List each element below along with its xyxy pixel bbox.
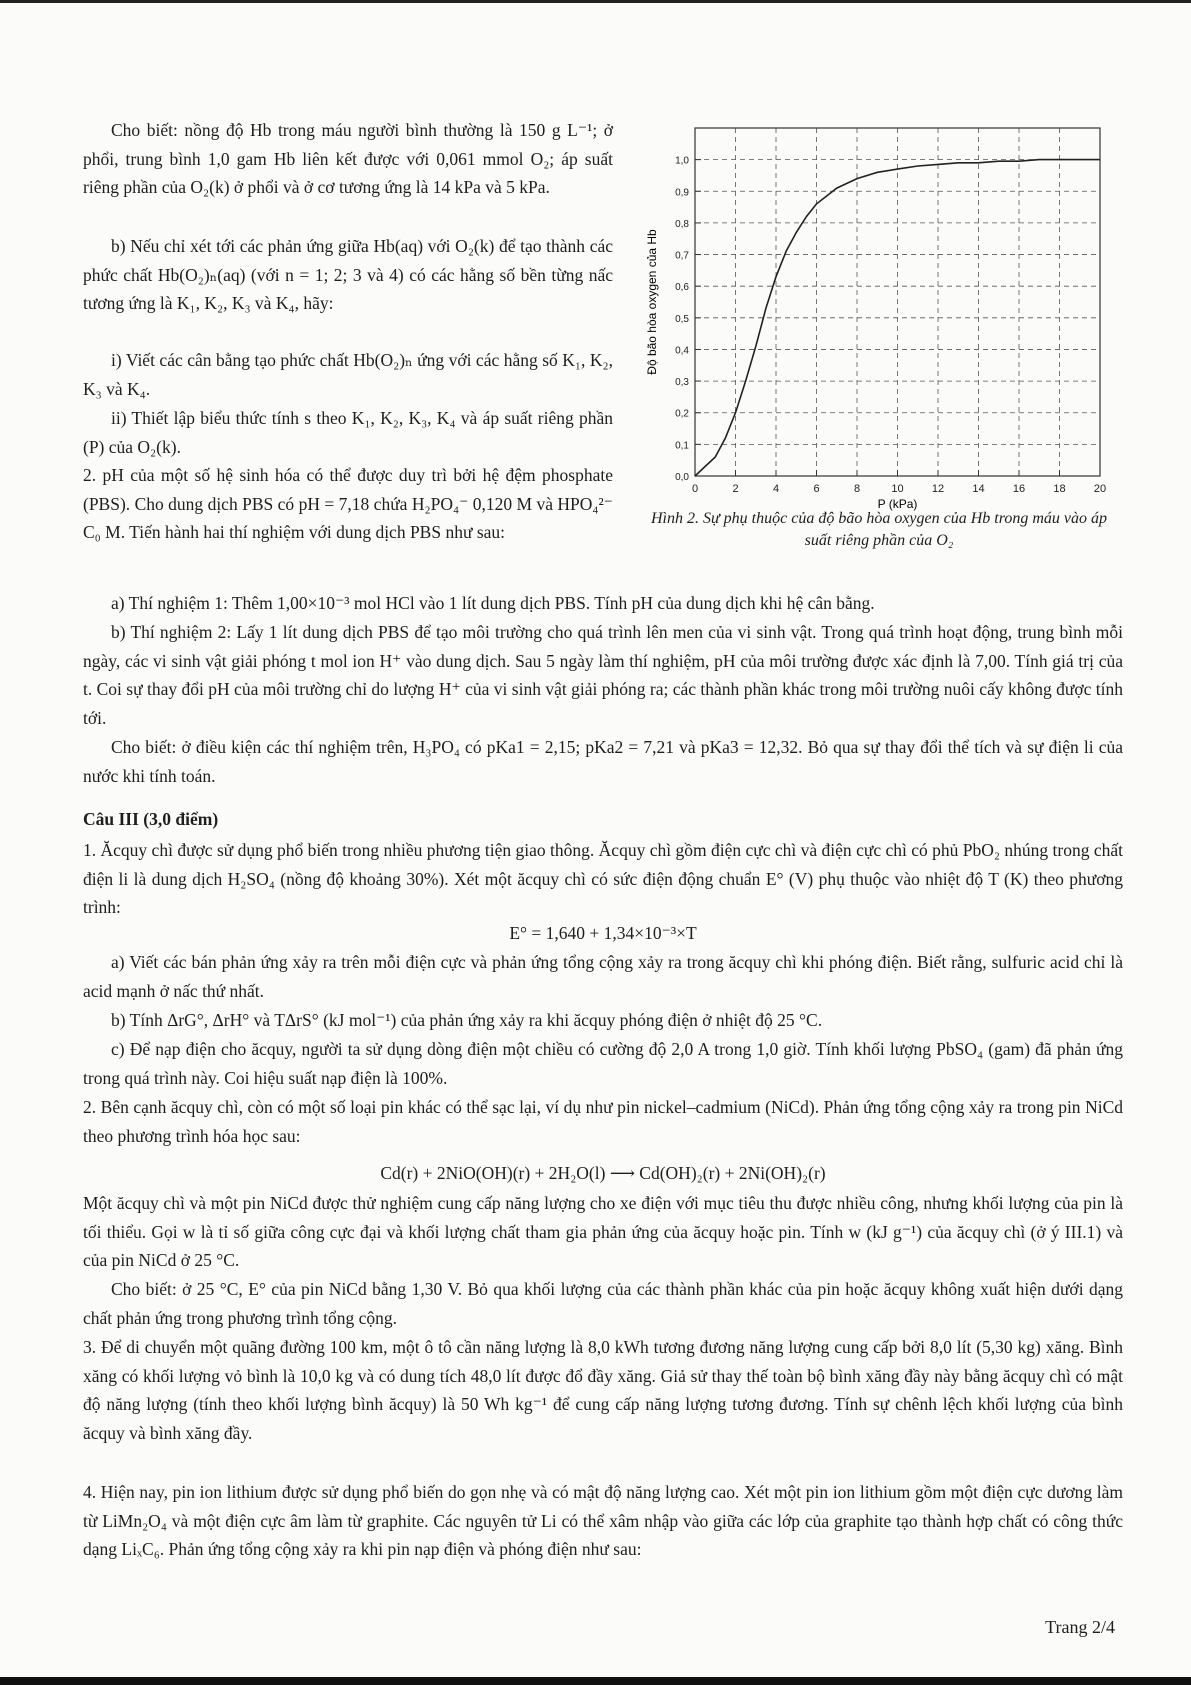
question-2-paragraph: 2. pH của một số hệ sinh hóa có thể được duy trì bởi hệ đệm phosphate (PBS). Cho dung dịch PBS có pH = 7,18 chứa H₂PO₄⁻ 0,120 M và HPO₄²⁻ C₀ M. Tiến hành hai thí nghiệm với dung dịch PBS như sau: <box>83 465 613 542</box>
top-border <box>0 0 1191 3</box>
given-nicd-paragraph: Cho biết: ở 25 °C, E° của pin NiCd bằng 1,30 V. Bỏ qua khối lượng của các thành phần khác của pin hoặc ăcquy không xuất hiện dưới dạng chất phản ứng trong phương trình tổng cộng. <box>83 1279 1123 1328</box>
given-data-paragraph: Cho biết: nồng độ Hb trong máu người bình thường là 150 g L⁻¹; ở phổi, trung bình 1,0 gam Hb liên kết được với 0,061 mmol O₂; áp suất riêng phần của O₂(k) ở phổi và ở cơ tương ứng là 14 kPa và 5 kPa. <box>83 120 613 197</box>
chart-grid <box>695 128 1100 476</box>
x-tick-label: 12 <box>931 483 945 495</box>
x-tick-label: 4 <box>772 483 780 495</box>
y-tick-label: 0,4 <box>675 345 689 357</box>
x-tick-label: 0 <box>691 483 699 495</box>
y-tick-label: 0,6 <box>675 282 689 294</box>
question-iii-1b-paragraph: b) Tính ΔrG°, ΔrH° và TΔrS° (kJ mol⁻¹) của phản ứng xảy ra khi ăcquy phóng điện ở nhiệt độ 25 °C. <box>111 1010 823 1030</box>
question-b-ii-paragraph: ii) Thiết lập biểu thức tính s theo K₁, K₂, K₃, K₄ và áp suất riêng phần (P) của O₂(k). <box>83 408 613 457</box>
x-tick-label: 14 <box>972 483 985 495</box>
experiment-2-paragraph: b) Thí nghiệm 2: Lấy 1 lít dung dịch PBS để tạo môi trường cho quá trình lên men của vi sinh vật. Trong quá trình hoạt động, trung bình mỗi ngày, các vi sinh vật giải phóng t mol ion H⁺ vào dung dịch. Sau 5 ngày làm thí nghiệm, pH của môi trường được xác định là 7,00. Tính giá trị của t. Coi sự thay đổi pH của môi trường chỉ do lượng H⁺ của vi sinh vật giải phóng ra; các thành phần khác trong môi trường nuôi cấy không được tính tới. <box>83 622 1123 728</box>
x-tick-label: 6 <box>813 483 820 495</box>
x-axis-label: P (kPa) <box>877 497 918 511</box>
hb-saturation-chart <box>640 118 1118 568</box>
section-heading-cau-iii: Câu III (3,0 điểm) <box>83 809 219 829</box>
x-tick-label: 16 <box>1012 483 1026 495</box>
experiment-1-paragraph: a) Thí nghiệm 1: Thêm 1,00×10⁻³ mol HCl vào 1 lít dung dịch PBS. Tính pH của dung dịch khi hệ cân bằng. <box>111 593 875 613</box>
x-tick-label: 10 <box>891 483 904 495</box>
y-tick-label: 0,0 <box>675 472 689 483</box>
y-tick-label: 0,3 <box>675 377 689 389</box>
y-tick-label: 0,7 <box>675 250 689 262</box>
x-tick-label: 8 <box>853 483 861 495</box>
question-b-i-paragraph: i) Viết các cân bằng tạo phức chất Hb(O₂)ₙ ứng với các hằng số K₁, K₂, K₃ và K₄. <box>83 350 613 399</box>
x-tick-label: 2 <box>732 483 739 495</box>
y-axis-label: Độ bão hòa oxygen của Hb <box>645 229 659 375</box>
y-tick-label: 0,8 <box>675 218 689 230</box>
y-tick-label: 0,9 <box>675 187 689 199</box>
y-tick-label: 0,5 <box>675 313 689 325</box>
bottom-border <box>0 1677 1191 1685</box>
y-tick-label: 0,2 <box>675 408 689 420</box>
page-number: Trang 2/4 <box>1045 1617 1115 1637</box>
nicd-reaction-equation: Cd(r) + 2NiO(OH)(r) + 2H₂O(l) ⟶ Cd(OH)₂(r) + 2Ni(OH)₂(r) <box>380 1163 826 1183</box>
y-tick-label: 0,1 <box>675 440 689 452</box>
figure-caption: Hình 2. Sự phụ thuộc của độ bão hòa oxygen của Hb trong máu vào áp suất riêng phần của O₂ <box>650 510 1108 549</box>
emf-equation: E° = 1,640 + 1,34×10⁻³×T <box>509 923 697 943</box>
given-pka-paragraph: Cho biết: ở điều kiện các thí nghiệm trên, H₃PO₄ có pKa1 = 2,15; pKa2 = 7,21 và pKa3 = 12,32. Bỏ qua sự thay đổi thể tích và sự điện li của nước khi tính toán. <box>83 737 1123 786</box>
question-iii-2-work-paragraph: Một ăcquy chì và một pin NiCd được thử nghiệm cung cấp năng lượng cho xe điện với mục tiêu thu được nhiều công, nhưng khối lượng của pin là tối thiểu. Gọi w là tỉ số giữa công cực đại và khối lượng chất tham gia phản ứng của ăcquy hoặc pin. Tính w (kJ g⁻¹) của ăcquy chì (ở ý III.1) và của pin NiCd ở 25 °C. <box>83 1193 1123 1270</box>
question-b-paragraph: b) Nếu chỉ xét tới các phản ứng giữa Hb(aq) với O₂(k) để tạo thành các phức chất Hb(O₂)ₙ(aq) (với n = 1; 2; 3 và 4) có các hằng số bền từng nấc tương ứng là K₁, K₂, K₃ và K₄, hãy: <box>83 236 613 313</box>
question-iii-1c-paragraph: c) Để nạp điện cho ăcquy, người ta sử dụng dòng điện một chiều có cường độ 2,0 A trong 1,0 giờ. Tính khối lượng PbSO₄ (gam) đã phản ứng trong quá trình này. Coi hiệu suất nạp điện là 100%. <box>83 1039 1123 1088</box>
question-iii-3-paragraph: 3. Để di chuyển một quãng đường 100 km, một ô tô cần năng lượng là 8,0 kWh tương đương năng lượng cung cấp bởi 8,0 lít (5,30 kg) xăng. Bình xăng có khối lượng vỏ bình là 10,0 kg và có dung tích 48,0 lít được đổ đầy xăng. Giả sử thay thế toàn bộ bình xăng đầy này bằng ăcquy chì có mật độ năng lượng (tính theo khối lượng bình ăcquy) là 50 Wh kg⁻¹ để cung cấp năng lượng tương đương. Tính sự chênh lệch khối lượng của bình ăcquy và bình xăng đầy. <box>83 1337 1123 1443</box>
question-iii-1-paragraph: 1. Ăcquy chì được sử dụng phổ biến trong nhiều phương tiện giao thông. Ăcquy chì gồm điện cực chì và điện cực chì có phủ PbO₂ nhúng trong chất điện li là dung dịch H₂SO₄ (nồng độ khoảng 30%). Xét một ăcquy chì có sức điện động chuẩn E° (V) phụ thuộc vào nhiệt độ T (K) theo phương trình: <box>83 840 1123 917</box>
question-iii-2-paragraph: 2. Bên cạnh ăcquy chì, còn có một số loại pin khác có thể sạc lại, ví dụ như pin nickel–cadmium (NiCd). Phản ứng tổng cộng xảy ra trong pin NiCd theo phương trình hóa học sau: <box>83 1097 1123 1146</box>
y-tick-label: 1,0 <box>675 155 689 167</box>
question-iii-1a-paragraph: a) Viết các bán phản ứng xảy ra trên mỗi điện cực và phản ứng tổng cộng xảy ra trong ăcquy chì khi phóng điện. Biết rằng, sulfuric acid chỉ là acid mạnh ở nấc thứ nhất. <box>83 952 1123 1001</box>
x-tick-label: 18 <box>1053 483 1066 495</box>
question-iii-4-paragraph: 4. Hiện nay, pin ion lithium được sử dụng phổ biến do gọn nhẹ và có mật độ năng lượng cao. Xét một pin ion lithium gồm một điện cực dương làm từ LiMn₂O₄ và một điện cực âm làm từ graphite. Các nguyên tử Li có thể xâm nhập vào giữa các lớp của graphite tạo thành hợp chất có công thức dạng LiₓC₆. Phản ứng tổng cộng xảy ra khi pin nạp điện và phóng điện như sau: <box>83 1482 1123 1559</box>
x-tick-label: 20 <box>1093 483 1107 495</box>
